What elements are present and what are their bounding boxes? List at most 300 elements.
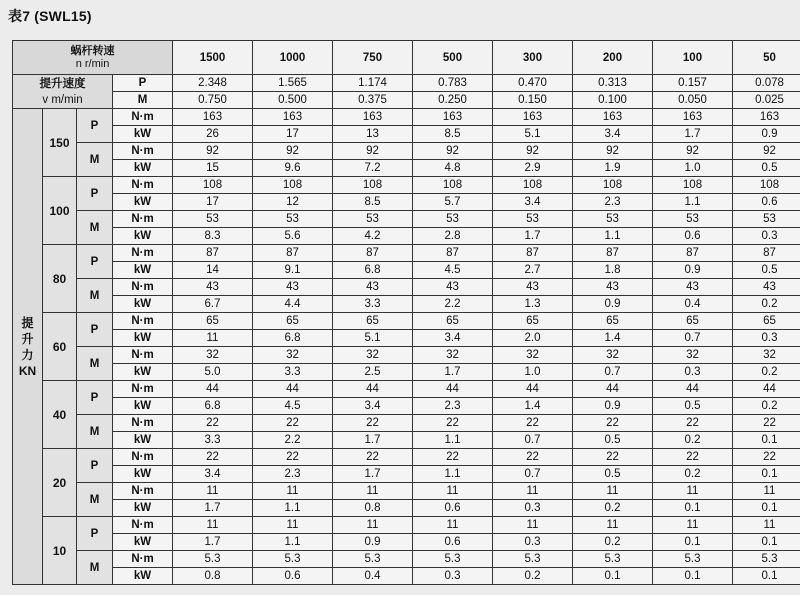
table-cell: 44 [253, 381, 333, 398]
table-cell: 65 [253, 313, 333, 330]
table-cell: 44 [493, 381, 573, 398]
table-cell: 1.0 [493, 364, 573, 381]
table-cell: 11 [333, 483, 413, 500]
lift-speed-row-p [13, 75, 800, 92]
speed-header-cell: 100 [653, 41, 733, 75]
table-cell: 4.5 [253, 398, 333, 415]
table-cell: 2.348 [173, 75, 253, 92]
speed-type-cell: M [113, 92, 173, 109]
table-cell: 1.3 [493, 296, 573, 313]
table-cell: 22 [573, 449, 653, 466]
speed-type-cell: P [113, 75, 173, 92]
unit-cell: N·m [113, 551, 173, 568]
drive-type-cell: M [77, 483, 113, 517]
load-cell: 150 [43, 109, 77, 177]
table-cell: 22 [573, 415, 653, 432]
table-row [13, 296, 800, 313]
table-row [13, 245, 800, 262]
table-cell: 0.9 [333, 534, 413, 551]
table-cell: 0.2 [653, 432, 733, 449]
table-cell: 87 [573, 245, 653, 262]
table-cell: 44 [333, 381, 413, 398]
unit-cell: kW [113, 160, 173, 177]
drive-type-cell: P [77, 517, 113, 551]
table-cell: 163 [253, 109, 333, 126]
table-cell: 65 [653, 313, 733, 330]
speed-header-cell: 750 [333, 41, 413, 75]
table-cell: 0.025 [733, 92, 800, 109]
table-cell: 5.6 [253, 228, 333, 245]
table-cell: 22 [653, 449, 733, 466]
table-cell: 163 [493, 109, 573, 126]
table-cell: 65 [333, 313, 413, 330]
table-cell: 1.7 [493, 228, 573, 245]
table-cell: 1.1 [253, 500, 333, 517]
table-cell: 0.1 [653, 534, 733, 551]
table-cell: 0.5 [733, 160, 800, 177]
table-cell: 44 [573, 381, 653, 398]
table-cell: 0.7 [493, 466, 573, 483]
drive-type-cell: M [77, 211, 113, 245]
table-cell: 108 [413, 177, 493, 194]
drive-type-cell: M [77, 347, 113, 381]
table-cell: 5.7 [413, 194, 493, 211]
table-cell: 8.5 [333, 194, 413, 211]
table-cell: 0.1 [733, 466, 800, 483]
table-cell: 0.1 [733, 432, 800, 449]
table-cell: 92 [733, 143, 800, 160]
table-cell: 43 [653, 279, 733, 296]
table-cell: 1.7 [173, 500, 253, 517]
table-cell: 32 [413, 347, 493, 364]
table-cell: 13 [333, 126, 413, 143]
table-cell: 9.1 [253, 262, 333, 279]
drive-type-cell: P [77, 109, 113, 143]
table-cell: 0.5 [573, 466, 653, 483]
unit-cell: kW [113, 466, 173, 483]
table-cell: 108 [333, 177, 413, 194]
unit-cell: kW [113, 262, 173, 279]
table-cell: 0.8 [333, 500, 413, 517]
load-cell: 100 [43, 177, 77, 245]
table-title: 表7 (SWL15) [8, 8, 92, 24]
speed-header-cell: 500 [413, 41, 493, 75]
table-cell: 1.7 [653, 126, 733, 143]
table-row [13, 466, 800, 483]
table-cell: 0.157 [653, 75, 733, 92]
table-cell: 0.1 [573, 568, 653, 585]
unit-cell: N·m [113, 245, 173, 262]
table-cell: 108 [573, 177, 653, 194]
table-row [13, 568, 800, 585]
table-cell: 1.4 [573, 330, 653, 347]
table-cell: 22 [413, 449, 493, 466]
unit-cell: N·m [113, 449, 173, 466]
table-cell: 87 [653, 245, 733, 262]
table-cell: 22 [253, 415, 333, 432]
table-cell: 11 [253, 483, 333, 500]
table-row [13, 483, 800, 500]
load-cell: 40 [43, 381, 77, 449]
drive-type-cell: M [77, 279, 113, 313]
unit-cell: kW [113, 296, 173, 313]
table-cell: 11 [493, 483, 573, 500]
table-cell: 92 [333, 143, 413, 160]
table-cell: 11 [493, 517, 573, 534]
table-cell: 2.3 [413, 398, 493, 415]
table-cell: 3.3 [333, 296, 413, 313]
table-cell: 108 [493, 177, 573, 194]
table-cell: 87 [173, 245, 253, 262]
table-cell: 53 [413, 211, 493, 228]
table-cell: 22 [733, 415, 800, 432]
load-cell: 60 [43, 313, 77, 381]
table-cell: 11 [173, 330, 253, 347]
table-row [13, 364, 800, 381]
table-cell: 5.1 [333, 330, 413, 347]
table-row [13, 109, 800, 126]
table-cell: 11 [413, 517, 493, 534]
table-cell: 4.5 [413, 262, 493, 279]
table-cell: 0.2 [493, 568, 573, 585]
table-cell: 43 [733, 279, 800, 296]
unit-cell: N·m [113, 211, 173, 228]
lift-force-label-char: KN [18, 363, 37, 378]
table-cell: 65 [493, 313, 573, 330]
table-cell: 22 [493, 449, 573, 466]
header-row [13, 41, 800, 75]
table-cell: 32 [173, 347, 253, 364]
table-cell: 4.4 [253, 296, 333, 313]
table-cell: 43 [573, 279, 653, 296]
unit-cell: kW [113, 330, 173, 347]
table-row [13, 449, 800, 466]
worm-speed-label: 蜗杆转速 [70, 44, 115, 57]
table-cell: 11 [333, 517, 413, 534]
table-cell: 5.3 [333, 551, 413, 568]
table-cell: 0.7 [573, 364, 653, 381]
table-cell: 6.8 [253, 330, 333, 347]
table-cell: 2.8 [413, 228, 493, 245]
table-row [13, 347, 800, 364]
table-row [13, 177, 800, 194]
table-cell: 53 [333, 211, 413, 228]
drive-type-cell: P [77, 381, 113, 415]
unit-cell: kW [113, 126, 173, 143]
lift-speed-label: 提升速度 [39, 77, 86, 90]
table-cell: 22 [493, 415, 573, 432]
table-cell: 0.4 [333, 568, 413, 585]
table-cell: 87 [493, 245, 573, 262]
table-cell: 43 [333, 279, 413, 296]
table-cell: 11 [573, 483, 653, 500]
table-cell: 0.100 [573, 92, 653, 109]
unit-cell: N·m [113, 483, 173, 500]
table-cell: 6.7 [173, 296, 253, 313]
table-cell: 32 [253, 347, 333, 364]
unit-cell: kW [113, 568, 173, 585]
table-cell: 92 [253, 143, 333, 160]
table-cell: 1.4 [493, 398, 573, 415]
table-cell: 1.1 [413, 466, 493, 483]
table-cell: 43 [413, 279, 493, 296]
table-cell: 92 [413, 143, 493, 160]
table-cell: 6.8 [173, 398, 253, 415]
table-cell: 0.7 [493, 432, 573, 449]
table-cell: 5.3 [173, 551, 253, 568]
unit-cell: N·m [113, 347, 173, 364]
speed-header-cell: 1000 [253, 41, 333, 75]
table-cell: 11 [173, 483, 253, 500]
speed-header-cell: 300 [493, 41, 573, 75]
unit-cell: N·m [113, 415, 173, 432]
unit-cell: kW [113, 228, 173, 245]
table-cell: 0.9 [733, 126, 800, 143]
lift-force-header [13, 109, 43, 585]
table-cell: 163 [333, 109, 413, 126]
table-cell: 8.5 [413, 126, 493, 143]
unit-cell: N·m [113, 143, 173, 160]
table-cell: 6.8 [333, 262, 413, 279]
table-cell: 32 [653, 347, 733, 364]
table-cell: 11 [173, 517, 253, 534]
unit-cell: kW [113, 364, 173, 381]
table-cell: 2.0 [493, 330, 573, 347]
table-cell: 22 [733, 449, 800, 466]
table-cell: 0.6 [653, 228, 733, 245]
table-cell: 0.2 [573, 534, 653, 551]
table-cell: 0.3 [493, 500, 573, 517]
table-row [13, 262, 800, 279]
table-cell: 3.4 [333, 398, 413, 415]
drive-type-cell: P [77, 177, 113, 211]
drive-type-cell: P [77, 245, 113, 279]
table-cell: 163 [653, 109, 733, 126]
drive-type-cell: M [77, 415, 113, 449]
table-cell: 0.470 [493, 75, 573, 92]
table-cell: 5.3 [493, 551, 573, 568]
table-cell: 2.2 [413, 296, 493, 313]
table-cell: 14 [173, 262, 253, 279]
lift-force-label-char: 提 [21, 315, 34, 330]
speed-header-cell: 50 [733, 41, 800, 75]
table-cell: 7.2 [333, 160, 413, 177]
table-row [13, 313, 800, 330]
unit-cell: N·m [113, 381, 173, 398]
table-cell: 2.3 [253, 466, 333, 483]
table-cell: 53 [733, 211, 800, 228]
table-cell: 26 [173, 126, 253, 143]
table-cell: 163 [413, 109, 493, 126]
table-cell: 1.7 [333, 466, 413, 483]
table-cell: 0.3 [493, 534, 573, 551]
table-cell: 0.3 [733, 330, 800, 347]
table-cell: 0.3 [653, 364, 733, 381]
table-cell: 32 [733, 347, 800, 364]
table-cell: 0.375 [333, 92, 413, 109]
table-cell: 0.500 [253, 92, 333, 109]
table-cell: 0.6 [413, 500, 493, 517]
table-cell: 11 [653, 517, 733, 534]
performance-table [12, 40, 800, 585]
table-cell: 0.078 [733, 75, 800, 92]
table-cell: 1.7 [173, 534, 253, 551]
table-cell: 43 [493, 279, 573, 296]
table-cell: 22 [173, 449, 253, 466]
table-cell: 0.9 [573, 398, 653, 415]
table-cell: 163 [573, 109, 653, 126]
table-cell: 53 [173, 211, 253, 228]
table-cell: 11 [733, 517, 800, 534]
table-cell: 163 [733, 109, 800, 126]
table-row [13, 500, 800, 517]
table-cell: 15 [173, 160, 253, 177]
table-cell: 1.7 [413, 364, 493, 381]
table-cell: 11 [413, 483, 493, 500]
drive-type-cell: M [77, 551, 113, 585]
lift-speed-header [13, 75, 113, 109]
worm-speed-header [13, 41, 173, 75]
table-row [13, 415, 800, 432]
table-cell: 0.4 [653, 296, 733, 313]
table-cell: 53 [653, 211, 733, 228]
table-cell: 0.1 [653, 568, 733, 585]
table-cell: 53 [573, 211, 653, 228]
unit-cell: N·m [113, 279, 173, 296]
unit-cell: kW [113, 194, 173, 211]
table-cell: 1.1 [653, 194, 733, 211]
table-cell: 0.6 [733, 194, 800, 211]
table-cell: 32 [333, 347, 413, 364]
table-cell: 0.2 [653, 466, 733, 483]
table-cell: 1.9 [573, 160, 653, 177]
table-cell: 1.7 [333, 432, 413, 449]
table-cell: 0.9 [653, 262, 733, 279]
drive-type-cell: P [77, 313, 113, 347]
table-cell: 11 [573, 517, 653, 534]
table-cell: 44 [413, 381, 493, 398]
lift-speed-row-m [13, 92, 800, 109]
table-cell: 0.1 [733, 500, 800, 517]
table-cell: 4.2 [333, 228, 413, 245]
table-row [13, 126, 800, 143]
drive-type-cell: P [77, 449, 113, 483]
table-cell: 0.2 [733, 296, 800, 313]
table-cell: 65 [573, 313, 653, 330]
table-cell: 0.250 [413, 92, 493, 109]
table-cell: 3.3 [253, 364, 333, 381]
unit-cell: N·m [113, 517, 173, 534]
unit-cell: kW [113, 500, 173, 517]
table-cell: 44 [653, 381, 733, 398]
table-cell: 22 [333, 415, 413, 432]
table-cell: 1.8 [573, 262, 653, 279]
table-cell: 108 [173, 177, 253, 194]
table-cell: 0.3 [413, 568, 493, 585]
table-cell: 163 [173, 109, 253, 126]
table-cell: 32 [493, 347, 573, 364]
table-cell: 5.1 [493, 126, 573, 143]
table-cell: 3.4 [173, 466, 253, 483]
table-cell: 0.313 [573, 75, 653, 92]
table-cell: 17 [173, 194, 253, 211]
table-row [13, 381, 800, 398]
unit-cell: kW [113, 534, 173, 551]
table-cell: 92 [653, 143, 733, 160]
table-cell: 11 [253, 517, 333, 534]
worm-speed-unit: n r/min [75, 57, 110, 70]
table-row [13, 143, 800, 160]
table-cell: 108 [253, 177, 333, 194]
table-cell: 1.174 [333, 75, 413, 92]
table-row [13, 160, 800, 177]
speed-header-cell: 1500 [173, 41, 253, 75]
unit-cell: kW [113, 432, 173, 449]
table-cell: 44 [733, 381, 800, 398]
table-cell: 0.2 [733, 398, 800, 415]
table-cell: 44 [173, 381, 253, 398]
table-cell: 9.6 [253, 160, 333, 177]
table-cell: 32 [573, 347, 653, 364]
table-cell: 87 [253, 245, 333, 262]
table-cell: 0.2 [573, 500, 653, 517]
table-cell: 0.5 [733, 262, 800, 279]
table-row [13, 194, 800, 211]
table-cell: 4.8 [413, 160, 493, 177]
table-cell: 0.1 [653, 500, 733, 517]
table-cell: 5.3 [653, 551, 733, 568]
table-cell: 3.4 [413, 330, 493, 347]
table-cell: 0.7 [653, 330, 733, 347]
table-cell: 5.3 [733, 551, 800, 568]
table-cell: 1.0 [653, 160, 733, 177]
drive-type-cell: M [77, 143, 113, 177]
load-cell: 10 [43, 517, 77, 585]
table-cell: 0.1 [733, 534, 800, 551]
unit-cell: N·m [113, 313, 173, 330]
table-cell: 22 [173, 415, 253, 432]
table-row [13, 330, 800, 347]
table-cell: 8.3 [173, 228, 253, 245]
table-cell: 3.4 [493, 194, 573, 211]
table-cell: 5.3 [253, 551, 333, 568]
table-cell: 0.6 [253, 568, 333, 585]
table-cell: 1.1 [413, 432, 493, 449]
table-cell: 3.3 [173, 432, 253, 449]
table-cell: 53 [493, 211, 573, 228]
table-body [13, 41, 800, 585]
table-cell: 2.2 [253, 432, 333, 449]
load-cell: 20 [43, 449, 77, 517]
table-row [13, 517, 800, 534]
lift-force-label-char: 升 [21, 331, 34, 346]
table-cell: 53 [253, 211, 333, 228]
table-cell: 17 [253, 126, 333, 143]
table-row [13, 398, 800, 415]
table-cell: 0.8 [173, 568, 253, 585]
table-cell: 22 [253, 449, 333, 466]
table-cell: 43 [253, 279, 333, 296]
table-cell: 108 [653, 177, 733, 194]
table-cell: 5.0 [173, 364, 253, 381]
table-row [13, 551, 800, 568]
table-cell: 0.3 [733, 228, 800, 245]
table-cell: 22 [333, 449, 413, 466]
table-cell: 92 [573, 143, 653, 160]
table-cell: 65 [733, 313, 800, 330]
table-cell: 2.5 [333, 364, 413, 381]
table-cell: 0.6 [413, 534, 493, 551]
